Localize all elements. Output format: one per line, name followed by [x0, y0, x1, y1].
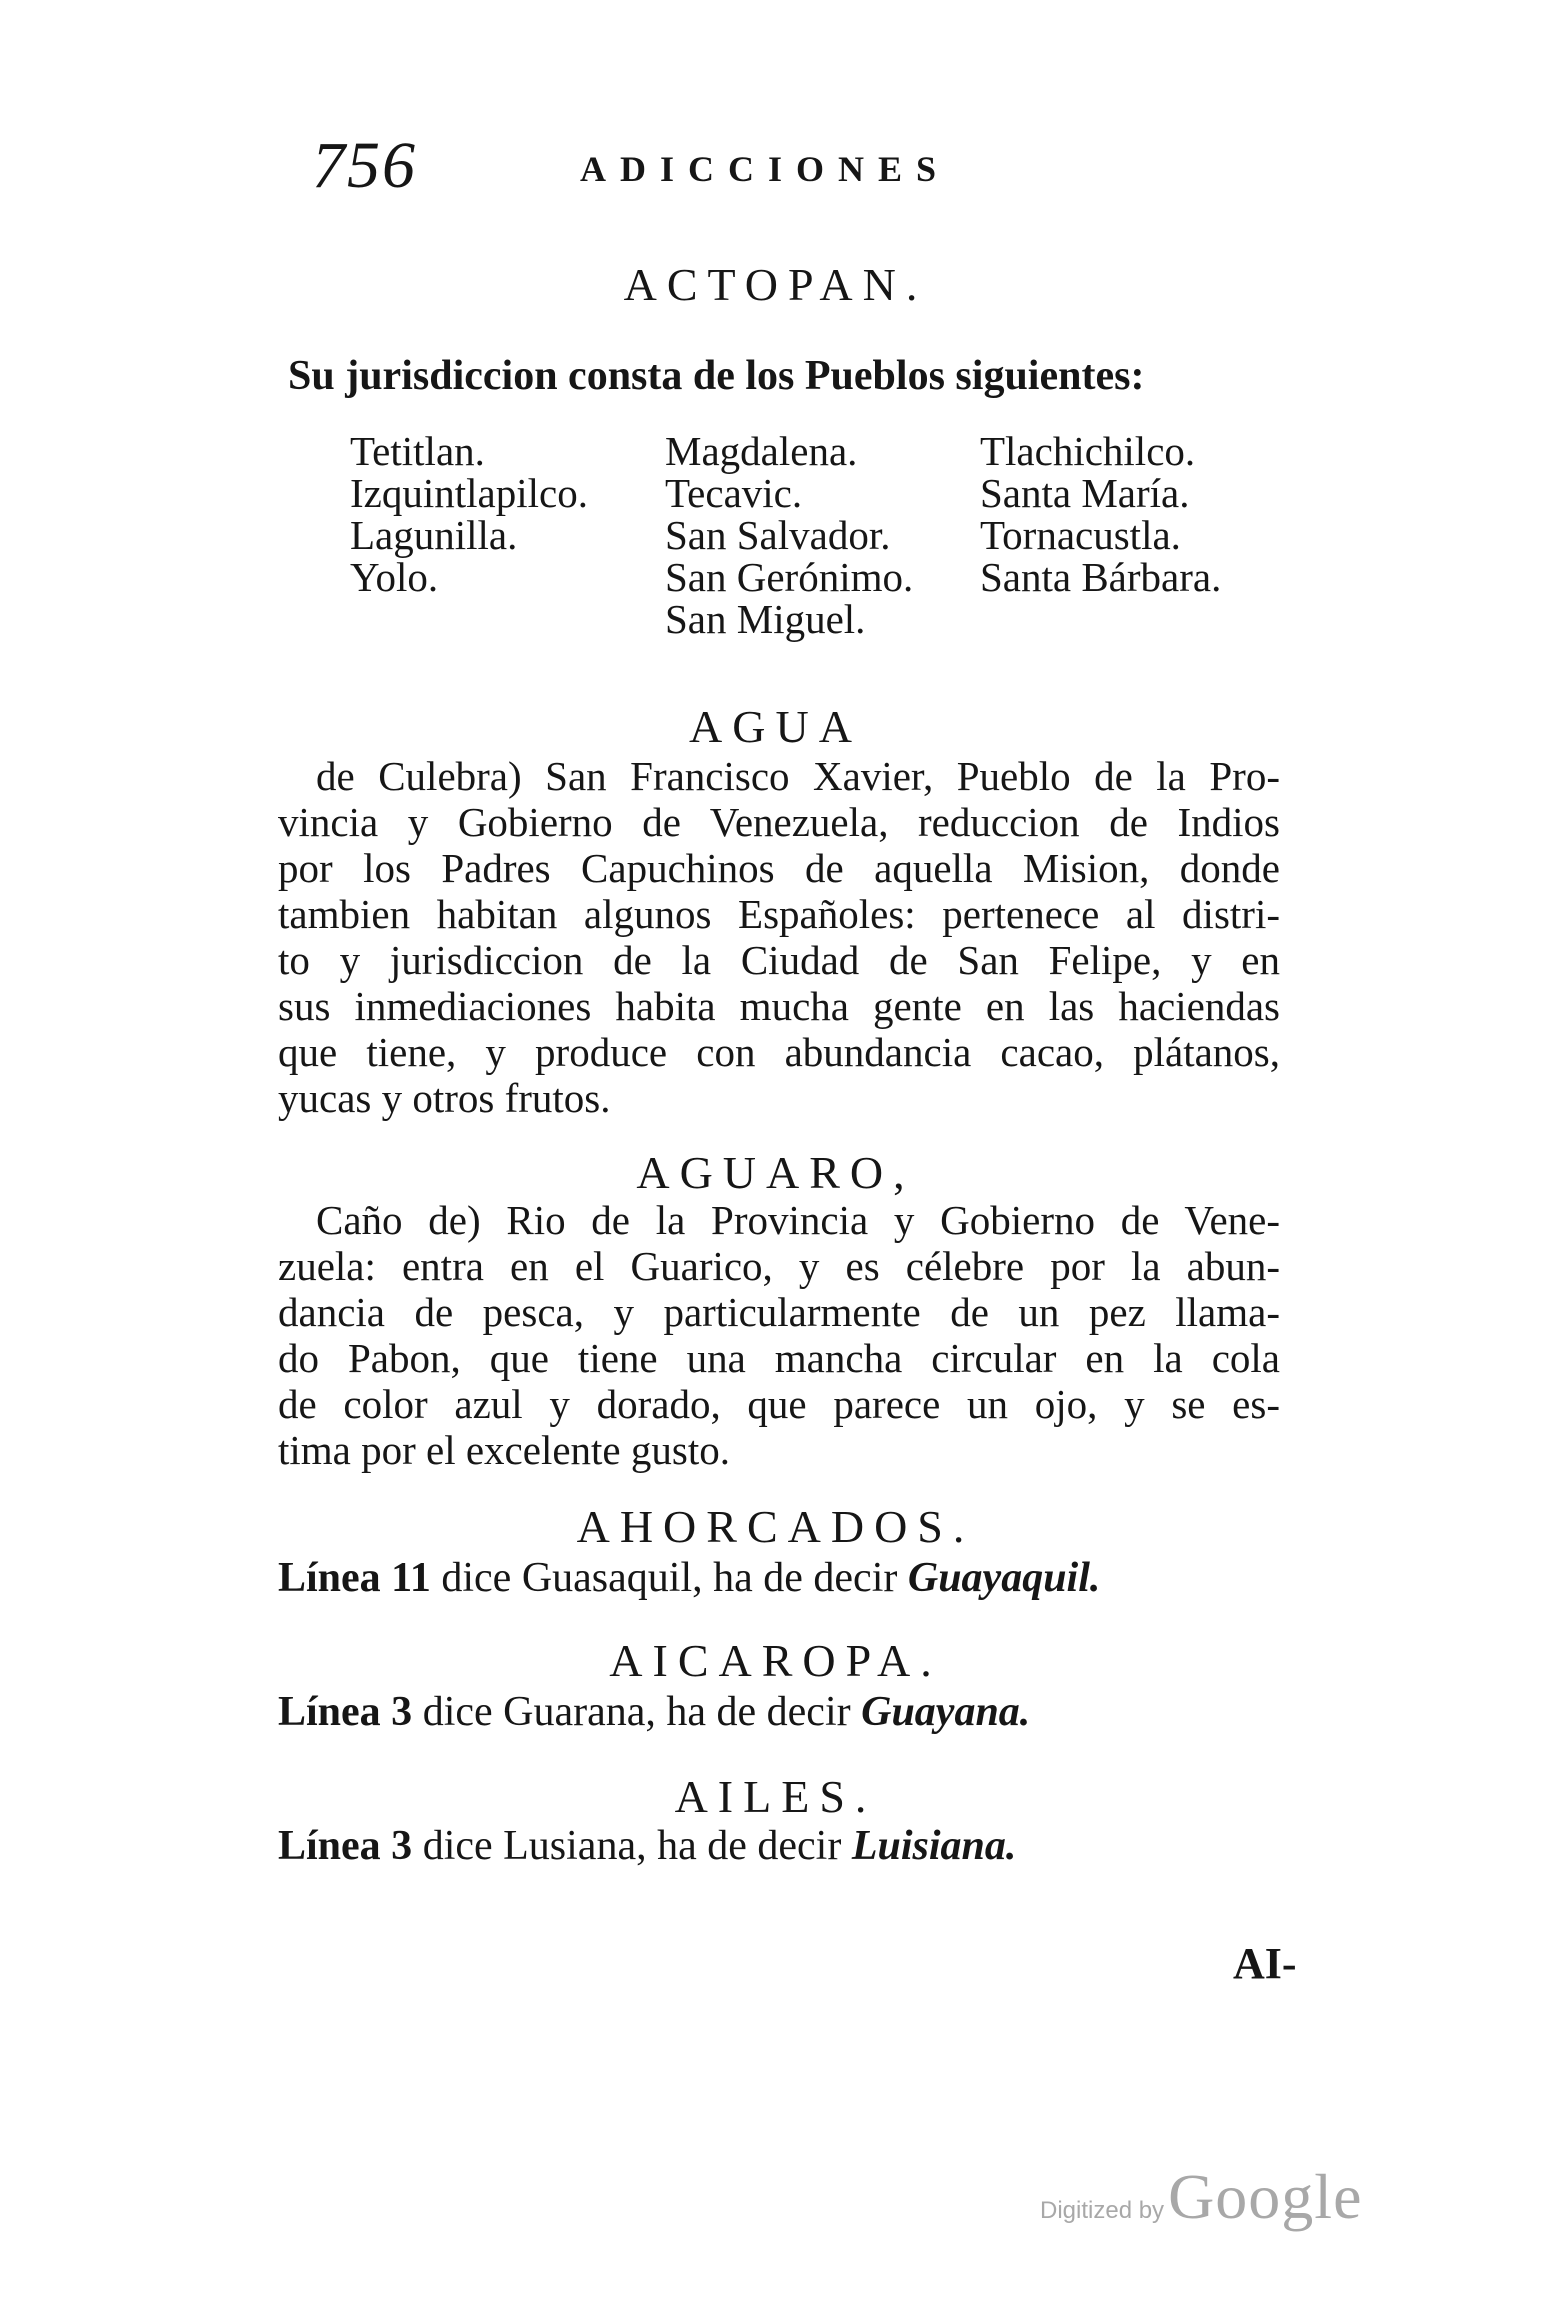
errata-fix: Luisiana. [851, 1823, 1017, 1869]
body-line: to y jurisdiccion de la Ciudad de San Felipe, y en [278, 937, 1280, 983]
errata-fix: Guayaquil. [907, 1555, 1101, 1601]
pueblo-name: Tlachichilco. [980, 428, 1196, 474]
pueblo-name: Magdalena. [665, 428, 858, 474]
pueblo-name: Yolo. [350, 554, 439, 600]
pueblo-name: San Salvador. [665, 512, 891, 558]
body-line: tambien habitan algunos Españoles: pertenece al distri- [278, 891, 1280, 937]
running-head: ADICCIONES [580, 149, 951, 189]
body-line: por los Padres Capuchinos de aquella Mision, donde [278, 845, 1280, 891]
pueblo-name: San Gerónimo. [665, 554, 914, 600]
watermark-prefix: Digitized by [1040, 2197, 1165, 2224]
pueblo-name: San Miguel. [665, 596, 866, 642]
google-logo: Google [1168, 2161, 1363, 2232]
body-line: de color azul y dorado, que parece un ojo, y se es- [278, 1381, 1280, 1427]
body-line: yucas y otros frutos. [278, 1075, 611, 1121]
entry-intro: Su jurisdiccion consta de los Pueblos siguientes: [288, 353, 1145, 399]
entry-heading: AGUARO, [636, 1147, 915, 1198]
pueblo-name: Tornacustla. [980, 512, 1181, 558]
page-number: 756 [312, 129, 417, 202]
entry-heading: ACTOPAN. [623, 259, 928, 310]
entry-heading: AHORCADOS. [576, 1501, 975, 1552]
body-line: sus inmediaciones habita mucha gente en las haciendas [278, 983, 1280, 1029]
entry-heading: AILES. [674, 1771, 877, 1822]
entry-heading: AGUA [689, 701, 862, 752]
pueblo-name: Tecavic. [665, 470, 803, 516]
errata-label: Línea 3 [278, 1689, 413, 1735]
errata-line [278, 1554, 1278, 1602]
body-line: Caño de) Rio de la Provincia y Gobierno de Vene- [316, 1197, 1280, 1243]
pueblo-name: Santa Bárbara. [980, 554, 1222, 600]
pueblo-name: Tetitlan. [350, 428, 485, 474]
body-line: que tiene, y produce con abundancia cacao, plátanos, [278, 1029, 1280, 1075]
body-line: de Culebra) San Francisco Xavier, Pueblo de la Pro- [316, 753, 1280, 799]
errata-line [278, 1688, 1278, 1736]
body-line: tima por el excelente gusto. [278, 1427, 730, 1473]
pueblos-column [350, 430, 588, 598]
pueblo-name: Izquintlapilco. [350, 470, 588, 516]
errata-label: Línea 11 [278, 1555, 431, 1601]
entry-heading: AICAROPA. [609, 1635, 942, 1686]
body-line: vincia y Gobierno de Venezuela, reduccion de Indios [278, 799, 1280, 845]
body-line: dancia de pesca, y particularmente de un pez llama- [278, 1289, 1280, 1335]
body-line: zuela: entra en el Guarico, y es célebre por la abun- [278, 1243, 1280, 1289]
errata-line [278, 1822, 1278, 1870]
pueblos-column [980, 430, 1221, 598]
pueblos-column [665, 430, 913, 640]
pueblo-name: Santa María. [980, 470, 1190, 516]
errata-text: dice Lusiana, ha de decir [422, 1823, 842, 1869]
body-line: do Pabon, que tiene una mancha circular en la cola [278, 1335, 1280, 1381]
catchword: AI- [1233, 1939, 1297, 1988]
errata-text: dice Guasaquil, ha de decir [441, 1555, 898, 1601]
pueblo-name: Lagunilla. [350, 512, 518, 558]
errata-label: Línea 3 [278, 1823, 413, 1869]
errata-text: dice Guarana, ha de decir [422, 1689, 851, 1735]
digitized-watermark [1040, 2160, 1362, 2234]
errata-fix: Guayana. [861, 1689, 1031, 1735]
